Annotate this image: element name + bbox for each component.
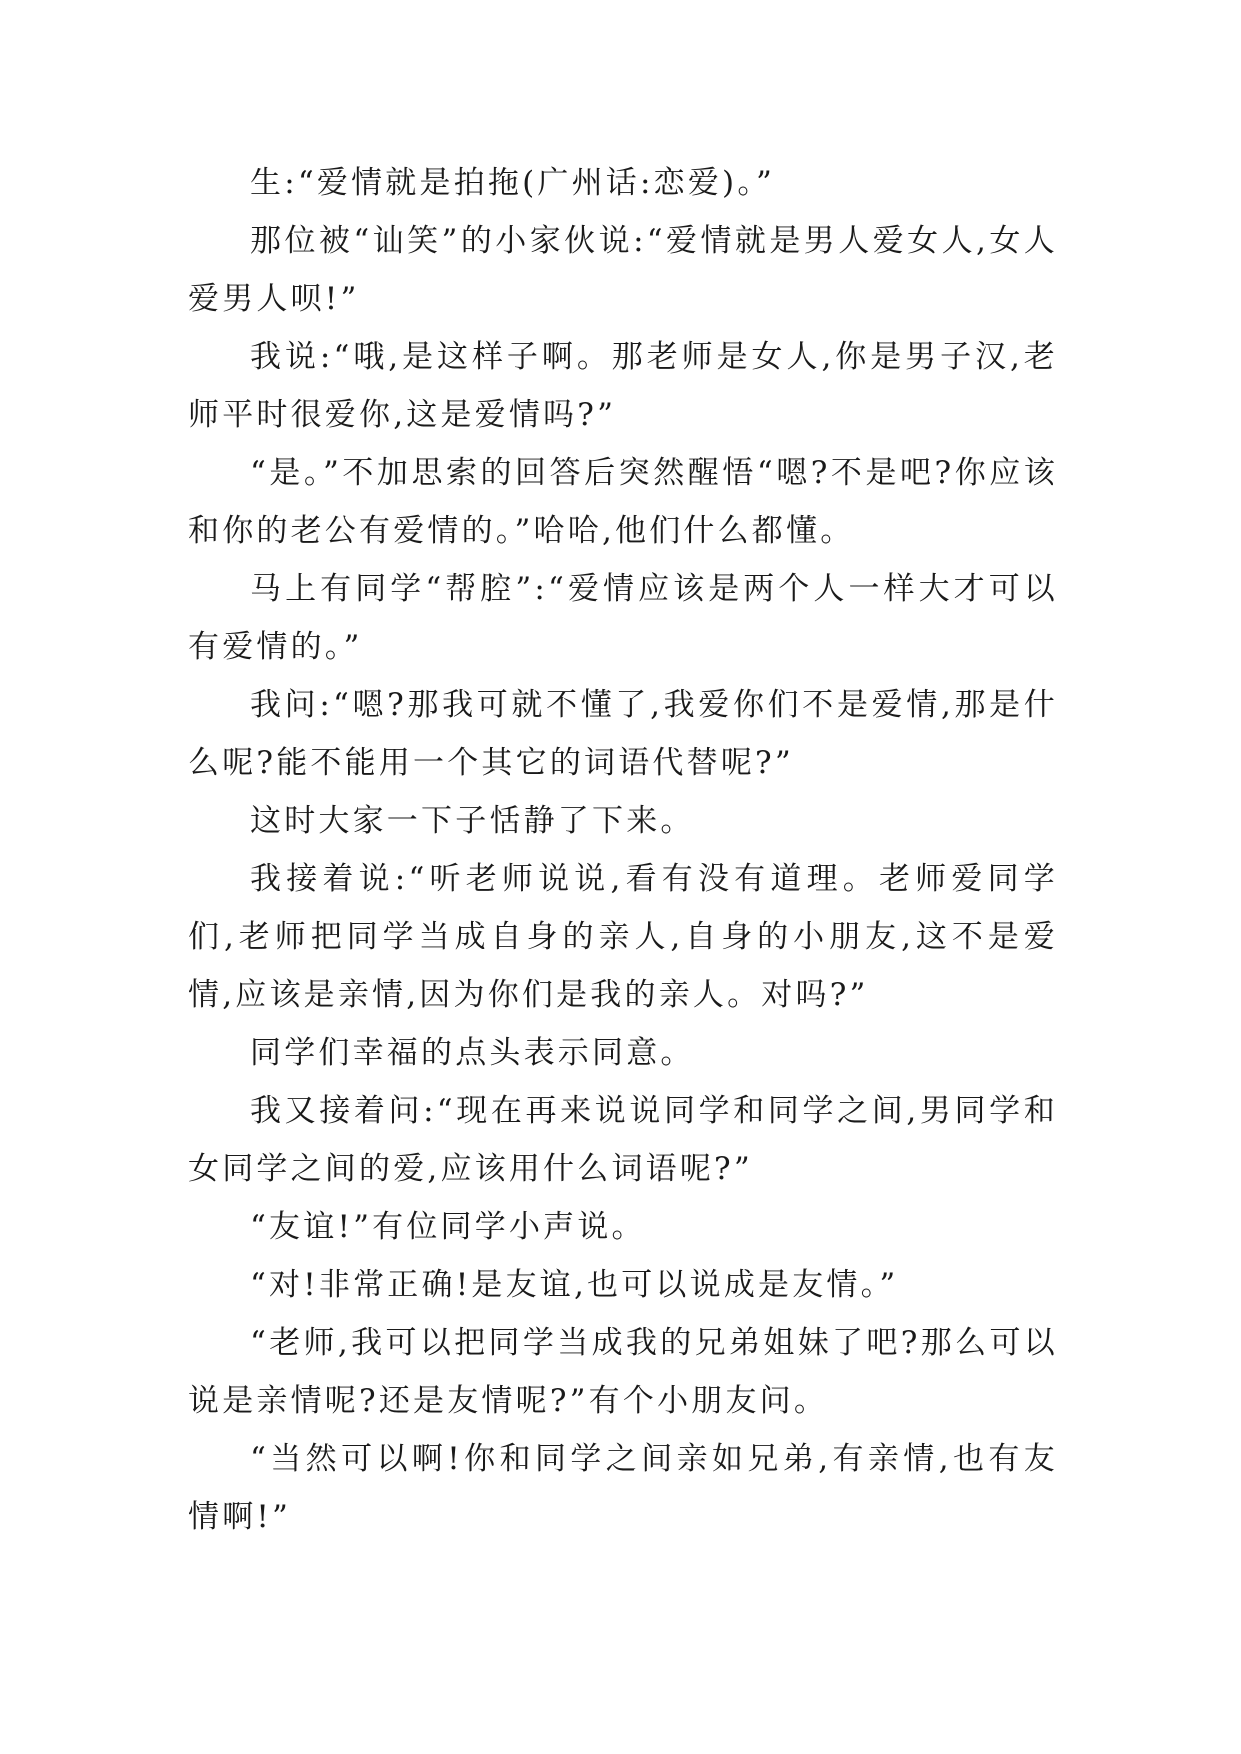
paragraph: “是。”不加思索的回答后突然醒悟“嗯?不是吧?你应该和你的老公有爱情的。”哈哈,他们什么都懂。 — [188, 455, 1058, 549]
paragraph: 我说:“哦,是这样子啊。那老师是女人,你是男子汉,老师平时很爱你,这是爱情吗?” — [188, 339, 1058, 433]
paragraph: 我接着说:“听老师说说,看有没有道理。老师爱同学们,老师把同学当成自身的亲人,自身的小朋友,这不是爱情,应该是亲情,因为你们是我的亲人。对吗?” — [188, 861, 1058, 1013]
paragraph: 我又接着问:“现在再来说说同学和同学之间,男同学和女同学之间的爱,应该用什么词语呢?” — [188, 1093, 1058, 1187]
paragraph: “老师,我可以把同学当成我的兄弟姐妹了吧?那么可以说是亲情呢?还是友情呢?”有个小朋友问。 — [188, 1325, 1058, 1419]
paragraph: 我问:“嗯?那我可就不懂了,我爱你们不是爱情,那是什么呢?能不能用一个其它的词语代替呢?” — [188, 687, 1058, 781]
paragraph: “友谊!”有位同学小声说。 — [250, 1209, 646, 1245]
paragraph: 那位被“讪笑”的小家伙说:“爱情就是男人爱女人,女人爱男人呗!” — [188, 223, 1058, 317]
paragraph: “当然可以啊!你和同学之间亲如兄弟,有亲情,也有友情啊!” — [188, 1441, 1058, 1535]
paragraph: 马上有同学“帮腔”:“爱情应该是两个人一样大才可以有爱情的。” — [188, 571, 1058, 665]
paragraph: 这时大家一下子恬静了下来。 — [250, 803, 695, 839]
paragraph: 生:“爱情就是拍拖(广州话:恋爱)。” — [250, 165, 776, 201]
document-body — [188, 154, 1058, 1546]
paragraph: “对!非常正确!是友谊,也可以说成是友情。” — [250, 1267, 899, 1303]
paragraph: 同学们幸福的点头表示同意。 — [250, 1035, 695, 1071]
